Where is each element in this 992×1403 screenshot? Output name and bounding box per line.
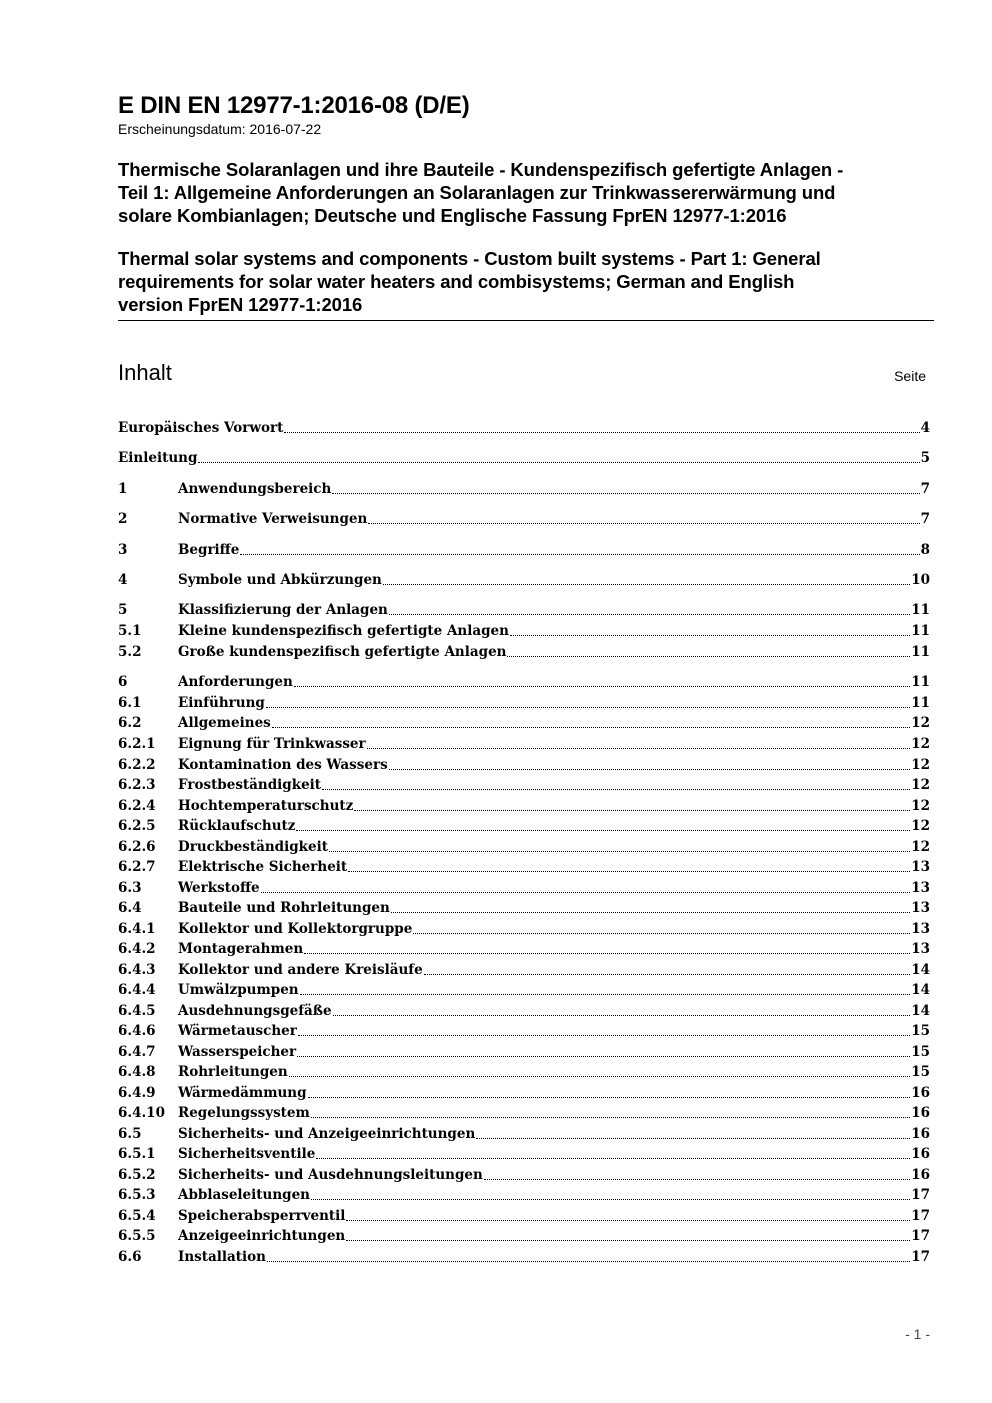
toc-entry[interactable] — [118, 1083, 930, 1103]
title-english-line: requirements for solar water heaters and combisystems; German and English — [118, 271, 795, 292]
toc-dot-leader — [266, 707, 910, 708]
toc-entry-page: 15 — [911, 1064, 930, 1080]
toc-entry-title: Rohrleitungen — [178, 1064, 288, 1080]
toc-entry-title: Klassifizierung der Anlagen — [178, 602, 388, 618]
toc-entry-title: Anzeigeeinrichtungen — [178, 1228, 346, 1244]
toc-entry-number: 6.2.7 — [118, 859, 156, 875]
toc-entry-title: Kontamination des Wassers — [178, 757, 388, 773]
toc-entry-title: Wärmetauscher — [178, 1023, 297, 1039]
toc-entry-page: 4 — [920, 420, 930, 436]
toc-entry[interactable] — [118, 1165, 930, 1185]
toc-dot-leader — [322, 789, 910, 790]
toc-entry-number: 1 — [118, 481, 128, 497]
toc-entry-title: Sicherheits- und Anzeigeeinrichtungen — [178, 1126, 476, 1142]
toc-entry[interactable] — [118, 448, 930, 468]
toc-entry-number: 6.6 — [118, 1249, 142, 1265]
toc-entry-number: 2 — [118, 511, 128, 527]
toc-entry-page: 17 — [911, 1208, 930, 1224]
toc-entry-number: 6.4.5 — [118, 1003, 156, 1019]
toc-entry[interactable] — [118, 693, 930, 713]
toc-entry-page: 7 — [920, 481, 930, 497]
toc-entry-title: Einführung — [178, 695, 265, 711]
toc-entry[interactable] — [118, 1144, 930, 1164]
toc-entry[interactable] — [118, 600, 930, 620]
toc-entry-number: 6.2.4 — [118, 798, 156, 814]
toc-entry[interactable] — [118, 672, 930, 692]
toc-dot-leader — [300, 994, 911, 995]
toc-entry-page: 12 — [911, 777, 930, 793]
toc-entry-title: Regelungssystem — [178, 1105, 310, 1121]
toc-entry-page: 16 — [911, 1167, 930, 1183]
toc-entry-title: Eignung für Trinkwasser — [178, 736, 366, 752]
toc-dot-leader — [354, 810, 910, 811]
toc-entry[interactable] — [118, 1124, 930, 1144]
toc-entry-page: 15 — [911, 1023, 930, 1039]
toc-dot-leader — [261, 892, 911, 893]
toc-entry-title: Wasserspeicher — [178, 1044, 297, 1060]
toc-entry-page: 12 — [911, 736, 930, 752]
toc-entry-page: 14 — [911, 1003, 930, 1019]
toc-dot-leader — [346, 1220, 910, 1221]
toc-entry-number: 6.5.1 — [118, 1146, 156, 1162]
toc-entry-page: 8 — [920, 542, 930, 558]
toc-title: Inhalt — [118, 360, 172, 385]
toc-entry-number: 6.4.6 — [118, 1023, 156, 1039]
toc-dot-leader — [332, 493, 919, 494]
toc-dot-leader — [484, 1179, 910, 1180]
toc-entry-page: 16 — [911, 1105, 930, 1121]
toc-dot-leader — [298, 1035, 910, 1036]
toc-entry[interactable] — [118, 509, 930, 529]
toc-dot-leader — [267, 1261, 910, 1262]
toc-dot-leader — [507, 656, 910, 657]
toc-entry-title: Kleine kundenspezifisch gefertigte Anlagen — [178, 623, 509, 639]
toc-entry[interactable] — [118, 418, 930, 438]
toc-dot-leader — [476, 1138, 910, 1139]
title-english-line: version FprEN 12977-1:2016 — [118, 294, 363, 315]
title-english-line: Thermal solar systems and components - Custom built systems - Part 1: General — [118, 248, 821, 269]
toc-entry-number: 6.2.5 — [118, 818, 156, 834]
toc-entry[interactable] — [118, 713, 930, 733]
title-english — [118, 247, 934, 316]
toc-entry-page: 17 — [911, 1228, 930, 1244]
toc-entry-title: Kollektor und Kollektorgruppe — [178, 921, 413, 937]
toc-dot-leader — [333, 1015, 911, 1016]
toc-entry[interactable] — [118, 857, 930, 877]
toc-entry[interactable] — [118, 1062, 930, 1082]
toc-entry-title: Abblaseleitungen — [178, 1187, 310, 1203]
toc-entry-title: Rücklaufschutz — [178, 818, 296, 834]
toc-dot-leader — [346, 1240, 910, 1241]
toc-entry-number: 6.2 — [118, 715, 142, 731]
toc-dot-leader — [391, 912, 910, 913]
toc-dot-leader — [311, 1199, 910, 1200]
toc-entry-title: Montagerahmen — [178, 941, 304, 957]
toc-entry-page: 11 — [911, 602, 930, 618]
toc-entry-number: 6.2.1 — [118, 736, 156, 752]
toc-entry-page: 11 — [911, 644, 930, 660]
toc-entry-title: Werkstoffe — [178, 880, 260, 896]
toc-dot-leader — [348, 871, 910, 872]
toc-dot-leader — [367, 748, 911, 749]
toc-entry-number: 6.5.2 — [118, 1167, 156, 1183]
toc-entry-number: 6.2.3 — [118, 777, 156, 793]
toc-dot-leader — [424, 974, 910, 975]
toc-entry[interactable] — [118, 878, 930, 898]
toc-dot-leader — [413, 933, 910, 934]
toc-entry-number: 6.4.9 — [118, 1085, 156, 1101]
toc-entry-title: Hochtemperaturschutz — [178, 798, 354, 814]
toc-entry-page: 7 — [920, 511, 930, 527]
toc-entry-page: 14 — [911, 982, 930, 998]
toc-dot-leader — [329, 851, 910, 852]
toc-dot-leader — [296, 830, 910, 831]
title-german-line: Thermische Solaranlagen und ihre Bauteile - Kundenspezifisch gefertigte Anlagen - — [118, 159, 844, 180]
toc-dot-leader — [389, 769, 911, 770]
toc-entry-page: 11 — [911, 674, 930, 690]
toc-entry-number: 6.3 — [118, 880, 142, 896]
toc-entry[interactable] — [118, 1247, 930, 1267]
toc-entry[interactable] — [118, 919, 930, 939]
toc-entry-page: 12 — [911, 757, 930, 773]
toc-entry-number: 5.1 — [118, 623, 142, 639]
toc-entry-page: 14 — [911, 962, 930, 978]
publication-date: Erscheinungsdatum: 2016-07-22 — [118, 121, 322, 137]
toc-dot-leader — [510, 635, 910, 636]
toc-entry-title: Normative Verweisungen — [178, 511, 368, 527]
toc-entry-page: 17 — [911, 1249, 930, 1265]
toc-entry-number: 6.4 — [118, 900, 142, 916]
toc-entry[interactable] — [118, 734, 930, 754]
toc-entry-title: Speicherabsperrventil — [178, 1208, 346, 1224]
toc-entry-number: 6.4.4 — [118, 982, 156, 998]
toc-entry-page: 16 — [911, 1146, 930, 1162]
toc-entry[interactable] — [118, 898, 930, 918]
toc-dot-leader — [389, 614, 910, 615]
toc-entry-number: 3 — [118, 542, 128, 558]
toc-entry-number: 6.5.4 — [118, 1208, 156, 1224]
toc-entry-number: 6.4.1 — [118, 921, 156, 937]
toc-entry-page: 12 — [911, 818, 930, 834]
toc-entry-page: 11 — [911, 623, 930, 639]
toc-dot-leader — [284, 432, 919, 433]
toc-entry-title: Allgemeines — [178, 715, 271, 731]
toc-entry-title: Symbole und Abkürzungen — [178, 572, 382, 588]
toc-entry-number: 6.4.3 — [118, 962, 156, 978]
toc-entry[interactable] — [118, 621, 930, 641]
toc-entry-page: 13 — [911, 941, 930, 957]
toc-entry-number: 6.1 — [118, 695, 142, 711]
toc-entry[interactable] — [118, 570, 930, 590]
toc-entry-page: 15 — [911, 1044, 930, 1060]
toc-entry-number: 4 — [118, 572, 128, 588]
toc-entry[interactable] — [118, 642, 930, 662]
toc-entry-title: Europäisches Vorwort — [118, 420, 284, 436]
toc-entry-number: 6.4.8 — [118, 1064, 156, 1080]
toc-entry[interactable] — [118, 1021, 930, 1041]
toc-dot-leader — [308, 1097, 911, 1098]
toc-entry[interactable] — [118, 1226, 930, 1246]
toc-entry-number: 6 — [118, 674, 128, 690]
toc-dot-leader — [289, 1076, 910, 1077]
toc-entry-title: Bauteile und Rohrleitungen — [178, 900, 390, 916]
toc-entry[interactable] — [118, 775, 930, 795]
toc-entry-page: 12 — [911, 798, 930, 814]
toc-entry-page: 13 — [911, 900, 930, 916]
toc-entry-number: 6.5.5 — [118, 1228, 156, 1244]
toc-entry[interactable] — [118, 939, 930, 959]
toc-entry-title: Druckbeständigkeit — [178, 839, 328, 855]
toc-entry[interactable] — [118, 479, 930, 499]
toc-page-column-label: Seite — [894, 368, 926, 384]
toc-entry-page: 11 — [911, 695, 930, 711]
toc-entry-title: Große kundenspezifisch gefertigte Anlagen — [178, 644, 507, 660]
toc-entry-title: Wärmedämmung — [178, 1085, 307, 1101]
toc-heading — [118, 360, 926, 390]
toc-entry-page: 13 — [911, 859, 930, 875]
toc-entry[interactable] — [118, 816, 930, 836]
toc-dot-leader — [311, 1117, 910, 1118]
toc-entry[interactable] — [118, 1103, 930, 1123]
toc-dot-leader — [368, 523, 919, 524]
toc-entry-title: Anforderungen — [178, 674, 293, 690]
toc-entry[interactable] — [118, 540, 930, 560]
toc-entry-title: Umwälzpumpen — [178, 982, 299, 998]
toc-entry[interactable] — [118, 1185, 930, 1205]
title-german — [118, 158, 934, 227]
toc-entry-number: 6.4.7 — [118, 1044, 156, 1060]
toc-entry-title: Sicherheitsventile — [178, 1146, 316, 1162]
document-header — [118, 92, 934, 316]
toc-dot-leader — [297, 1056, 910, 1057]
toc-entry-number: 6.4.2 — [118, 941, 156, 957]
toc-entry-title: Sicherheits- und Ausdehnungsleitungen — [178, 1167, 483, 1183]
toc-entry[interactable] — [118, 1001, 930, 1021]
toc-entry-title: Ausdehnungsgefäße — [178, 1003, 332, 1019]
toc-dot-leader — [383, 584, 910, 585]
toc-dot-leader — [294, 686, 910, 687]
toc-entry-title: Installation — [178, 1249, 266, 1265]
toc-entry-title: Begriffe — [178, 542, 240, 558]
document-id: E DIN EN 12977-1:2016-08 (D/E) — [118, 92, 470, 119]
toc-entry-number: 6.4.10 — [118, 1105, 165, 1121]
toc-entry[interactable] — [118, 837, 930, 857]
toc-dot-leader — [272, 727, 910, 728]
toc-entry-title: Anwendungsbereich — [178, 481, 332, 497]
toc-dot-leader — [304, 953, 910, 954]
toc-entry-page: 16 — [911, 1126, 930, 1142]
toc-entry-number: 5 — [118, 602, 128, 618]
toc-entry-title: Einleitung — [118, 450, 198, 466]
toc-entry-number: 5.2 — [118, 644, 142, 660]
toc-entry-number: 6.2.6 — [118, 839, 156, 855]
toc-dot-leader — [240, 554, 919, 555]
toc-entry-title: Frostbeständigkeit — [178, 777, 322, 793]
title-german-line: solare Kombianlagen; Deutsche und Englische Fassung FprEN 12977-1:2016 — [118, 205, 787, 226]
toc-dot-leader — [198, 462, 919, 463]
toc-entry[interactable] — [118, 755, 930, 775]
toc-entry-page: 13 — [911, 921, 930, 937]
toc-entry-page: 13 — [911, 880, 930, 896]
page-number: - 1 - — [905, 1326, 930, 1342]
toc-entry-title: Kollektor und andere Kreisläufe — [178, 962, 423, 978]
toc-entry[interactable] — [118, 1206, 930, 1226]
toc-entry[interactable] — [118, 980, 930, 1000]
toc-entry[interactable] — [118, 1042, 930, 1062]
toc-entry-number: 6.5.3 — [118, 1187, 156, 1203]
toc-entry-page: 12 — [911, 839, 930, 855]
title-german-line: Teil 1: Allgemeine Anforderungen an Solaranlagen zur Trinkwassererwärmung und — [118, 182, 836, 203]
toc-entry[interactable] — [118, 960, 930, 980]
toc-entry[interactable] — [118, 796, 930, 816]
toc-entry-page: 5 — [920, 450, 930, 466]
toc-entry-number: 6.5 — [118, 1126, 142, 1142]
toc-entry-number: 6.2.2 — [118, 757, 156, 773]
toc-entry-page: 10 — [911, 572, 930, 588]
toc-entry-page: 16 — [911, 1085, 930, 1101]
toc-entry-title: Elektrische Sicherheit — [178, 859, 348, 875]
toc-dot-leader — [316, 1158, 910, 1159]
toc-entry-page: 12 — [911, 715, 930, 731]
toc-entry-page: 17 — [911, 1187, 930, 1203]
header-divider — [118, 320, 934, 321]
